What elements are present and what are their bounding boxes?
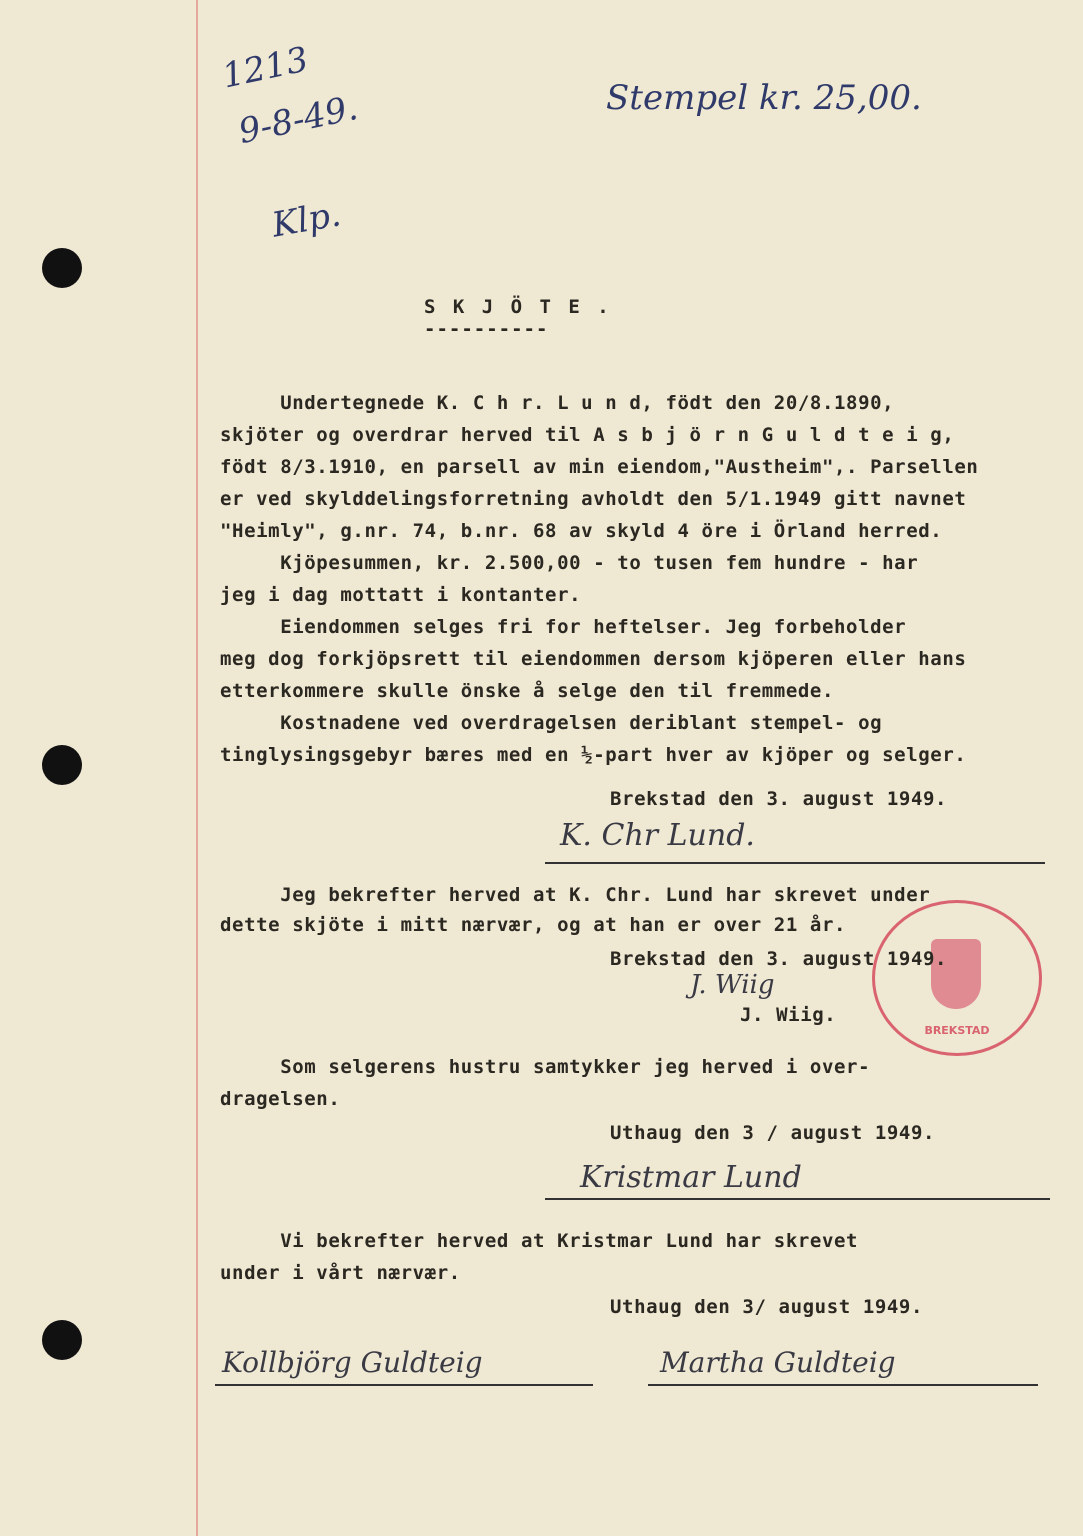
- punch-hole: [42, 745, 82, 785]
- witness-line: dette skjöte i mitt nærvær, og at han er over 21 år.: [220, 914, 847, 936]
- signature-line: [545, 1198, 1050, 1200]
- body-line: meg dog forkjöpsrett til eiendommen dersom kjöperen eller hans: [220, 648, 967, 670]
- witness-line: Jeg bekrefter herved at K. Chr. Lund har skrevet under: [220, 884, 931, 906]
- place-date: Uthaug den 3/ august 1949.: [610, 1296, 924, 1318]
- official-stamp: [872, 900, 1042, 1056]
- signature: J. Wiig: [690, 970, 775, 1000]
- handwritten-date: 9-8-49.: [235, 87, 362, 153]
- body-line: Undertegnede K. C h r. L u n d, födt den 20/8.1890,: [220, 392, 895, 414]
- handwritten-number: 1213: [218, 39, 312, 97]
- signature-line: [545, 862, 1045, 864]
- confirm-line: Vi bekrefter herved at Kristmar Lund har skrevet: [220, 1230, 859, 1252]
- place-date: Brekstad den 3. august 1949.: [610, 788, 948, 810]
- place-date: Uthaug den 3 / august 1949.: [610, 1122, 936, 1144]
- body-line: jeg i dag mottatt i kontanter.: [220, 584, 582, 606]
- body-line: er ved skylddelingsforretning avholdt den 5/1.1949 gitt navnet: [220, 488, 967, 510]
- handwritten-initials: Klp.: [269, 194, 344, 246]
- document-title: S K J Ö T E .: [424, 296, 612, 318]
- body-line: skjöter og overdrar herved til A s b j ö r n G u l d t e i g,: [220, 424, 955, 446]
- body-line: Kostnadene ved overdragelsen deriblant stempel- og: [220, 712, 883, 734]
- body-line: Kjöpesummen, kr. 2.500,00 - to tusen fem hundre - har: [220, 552, 919, 574]
- typed-name: J. Wiig.: [740, 1004, 837, 1026]
- signature: Kollbjörg Guldteig: [222, 1346, 483, 1379]
- signature-line: [215, 1384, 593, 1386]
- body-line: Eiendommen selges fri for heftelser. Jeg forbeholder: [220, 616, 907, 638]
- stamp-fee-note: Stempel kr. 25,00.: [606, 78, 922, 118]
- punch-hole: [42, 248, 82, 288]
- confirm-line: under i vårt nærvær.: [220, 1262, 461, 1284]
- body-line: födt 8/3.1910, en parsell av min eiendom,"Austheim",. Parsellen: [220, 456, 979, 478]
- signature: Kristmar Lund: [580, 1160, 802, 1195]
- margin-line: [196, 0, 198, 1536]
- signature-line: [648, 1384, 1038, 1386]
- signature: Martha Guldteig: [660, 1346, 896, 1379]
- place-date: Brekstad den 3. august 1949.: [610, 948, 948, 970]
- title-underline: ----------: [424, 318, 549, 340]
- consent-line: dragelsen.: [220, 1088, 341, 1110]
- body-line: "Heimly", g.nr. 74, b.nr. 68 av skyld 4 öre i Örland herred.: [220, 520, 943, 542]
- body-line: etterkommere skulle önske å selge den til fremmede.: [220, 680, 834, 702]
- punch-hole: [42, 1320, 82, 1360]
- body-line: tinglysingsgebyr bæres med en ½-part hver av kjöper og selger.: [220, 744, 967, 766]
- signature: K. Chr Lund.: [560, 818, 755, 853]
- consent-line: Som selgerens hustru samtykker jeg herved i over-: [220, 1056, 871, 1078]
- stamp-text: BREKSTAD: [924, 1024, 990, 1037]
